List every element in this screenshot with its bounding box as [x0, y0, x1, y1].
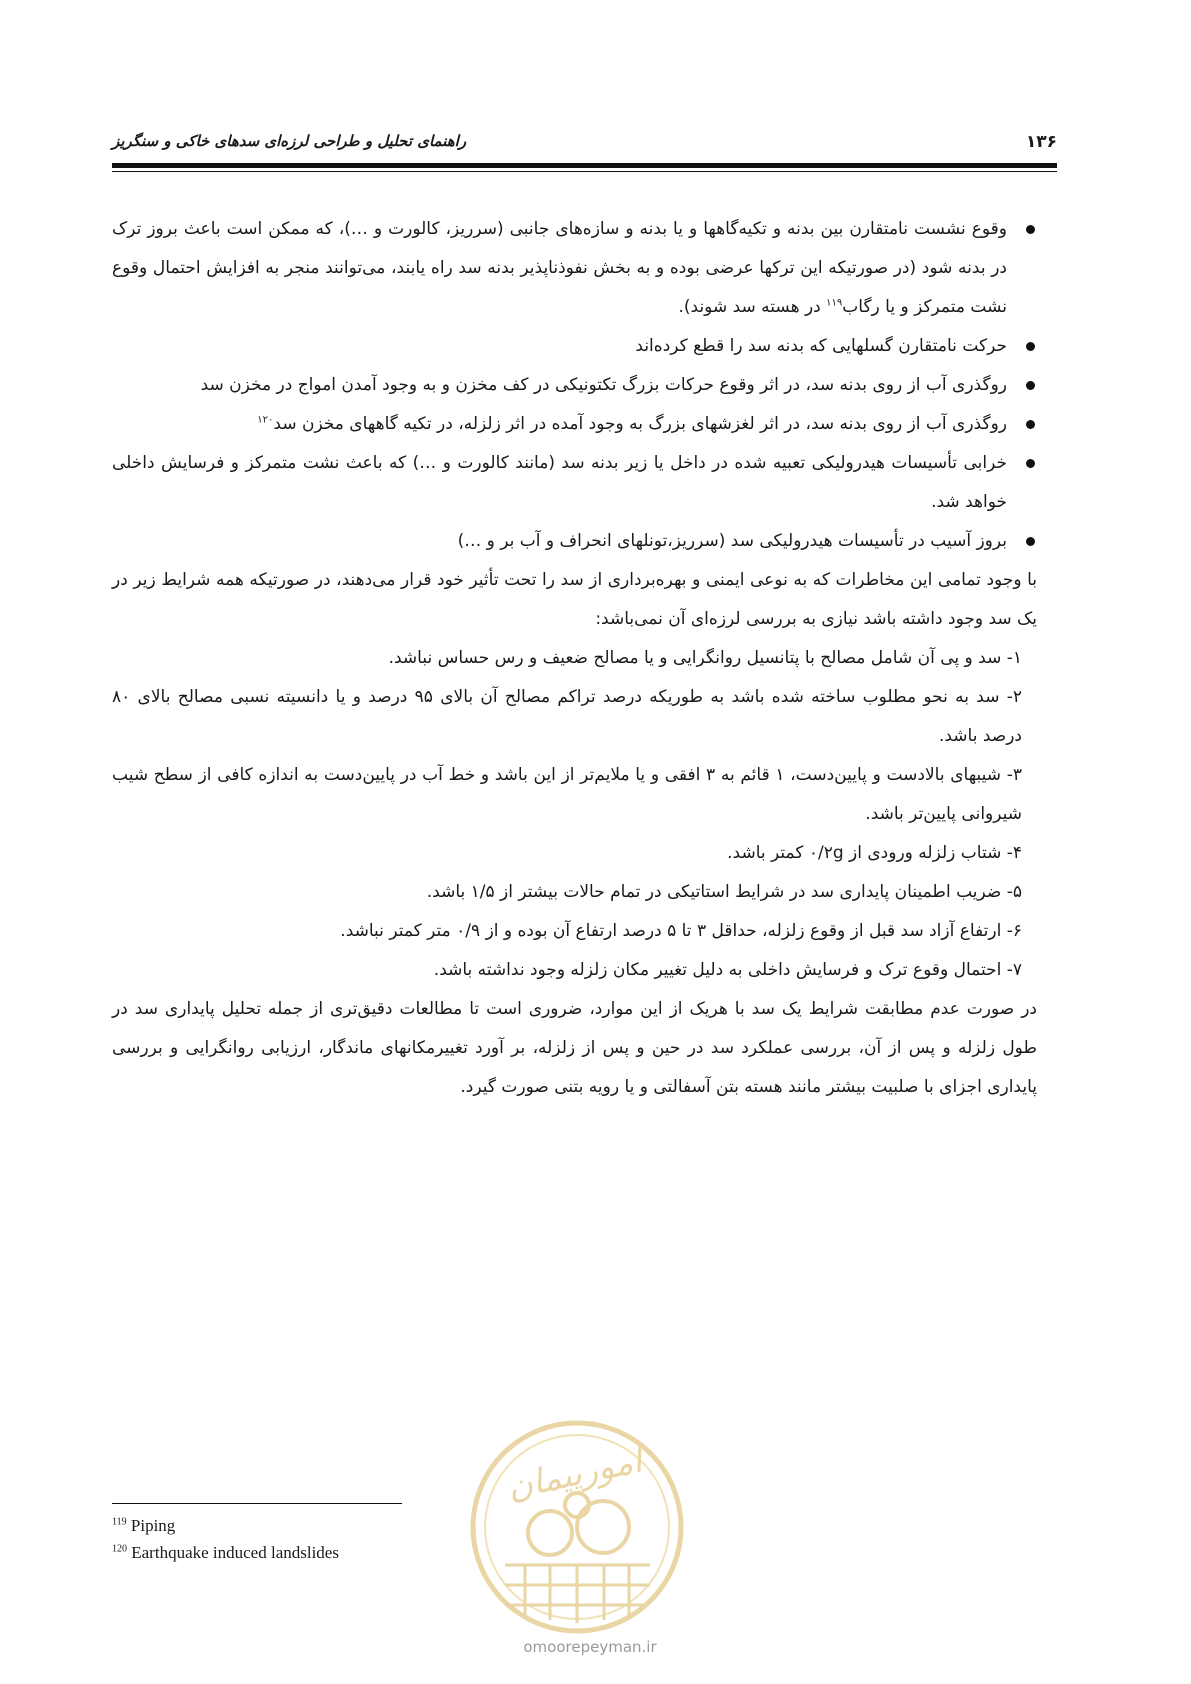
watermark-url: omoorepeyman.ir: [523, 1638, 657, 1656]
footnote-item: $^{120}$ Earthquake induced landslides: [112, 1543, 339, 1562]
watermark-logo: [465, 1415, 690, 1640]
bullet-dot: [1026, 459, 1035, 468]
bullet-item: روگذری آب از روی بدنه سد، در اثر لغزشهای بزرگ به وجود آمده در اثر زلزله، در تکیه گاههای مخزن سد$^{۱۲۰}$: [112, 405, 1037, 444]
footnote-ref: ۱۱۹: [826, 297, 843, 309]
condition-item: ۱- سد و پی آن شامل مصالح با پتانسیل روانگرایی و یا مصالح ضعیف و رس حساس نباشد.: [388, 648, 1022, 668]
condition-item: ۵- ضریب اطمینان پایداری سد در شرایط استاتیکی در تمام حالات بیشتر از ۱/۵ باشد.: [426, 882, 1022, 902]
body-text: [112, 210, 1037, 1107]
bullet-item: وقوع نشست نامتقارن بین بدنه و تکیه‌گاهها و یا بدنه و سازه‌های جانبی (سرریز، کالورت و …)، که ممکن است باعث بروز ترک در بدنه شود (در صورتیکه این ترکها عرضی بوده و به بخش نفوذناپذیر بدنه سد راه یابند، می‌توانند منجر به افزایش احتمال وقوع نشت متمرکز و یا رگاب$^{۱۱۹}$ در هسته سد شوند).: [112, 210, 1037, 327]
bullet-item: بروز آسیب در تأسیسات هیدرولیکی سد (سرریز،تونلهای انحراف و آب بر و …): [112, 522, 1037, 561]
bullet-item: خرابی تأسیسات هیدرولیکی تعبیه شده در داخل یا زیر بدنه سد (مانند کالورت و …) که باعث نشت متمرکز و فرسایش داخلی خواهد شد.: [112, 444, 1037, 522]
bullet-dot: [1026, 381, 1035, 390]
footnotes: [112, 1512, 339, 1566]
running-title: راهنمای تحلیل و طراحی لرزه‌ای سدهای خاکی و سنگریز: [112, 132, 467, 150]
footnote-rule: [112, 1503, 402, 1504]
hazard-bullet-list: [112, 210, 1037, 561]
header-rule-thin: [112, 171, 1057, 172]
conditions-list: [112, 639, 1037, 990]
header-rule-thick: [112, 163, 1057, 168]
condition-item: ۷- احتمال وقوع ترک و فرسایش داخلی به دلیل تغییر مکان زلزله وجود نداشته باشد.: [433, 960, 1022, 980]
page-number: ۱۳۶: [1025, 132, 1057, 152]
condition-item: ۲- سد به نحو مطلوب ساخته شده باشد به طوریکه درصد تراکم مصالح آن بالای ۹۵ درصد و یا دانسیته نسبی مصالح بالای ۸۰ درصد باشد.: [112, 687, 1022, 746]
bullet-dot: [1026, 225, 1035, 234]
bullet-dot: [1026, 420, 1035, 429]
intro-paragraph: با وجود تمامی این مخاطرات که به نوعی ایمنی و بهره‌برداری از سد را تحت تأثیر خود قرار می‌دهند، در صورتیکه همه شرایط زیر در یک سد وجود داشته باشد نیازی به بررسی لرزه‌ای آن نمی‌باشد:: [112, 570, 1037, 629]
footnote-ref: ۱۲۰: [257, 414, 274, 426]
footnote-item: $^{119}$ Piping: [112, 1516, 176, 1535]
page-header: [112, 128, 1057, 158]
bullet-item: روگذری آب از روی بدنه سد، در اثر وقوع حرکات بزرگ تکتونیکی در کف مخزن و به وجود آمدن امواج در مخزن سد: [112, 366, 1037, 405]
svg-text:امورپیمان: امورپیمان: [503, 1440, 646, 1508]
condition-item: ۶- ارتفاع آزاد سد قبل از وقوع زلزله، حداقل ۳ تا ۵ درصد ارتفاع آن بوده و از ۰/۹ متر کمتر نباشد.: [340, 921, 1022, 941]
closing-paragraph: در صورت عدم مطابقت شرایط یک سد با هریک از این موارد، ضروری است تا مطالعات دقیق‌تری از جمله تحلیل پایداری سد در طول زلزله و پس از آن، بررسی عملکرد سد در حین و پس از زلزله، بر آورد تغییرمکانهای ماندگار، ارزیابی روانگرایی و بررسی پایداری اجزای با صلبیت بیشتر مانند هسته بتن آسفالتی و یا رویه بتنی صورت گیرد.: [112, 999, 1037, 1097]
condition-item: ۴- شتاب زلزله ورودی از ۰/۲g کمتر باشد.: [727, 843, 1022, 863]
bullet-dot: [1026, 537, 1035, 546]
bullet-dot: [1026, 342, 1035, 351]
bullet-item: حرکت نامتقارن گسلهایی که بدنه سد را قطع کرده‌اند: [112, 327, 1037, 366]
condition-item: ۳- شیبهای بالادست و پایین‌دست، ۱ قائم به ۳ افقی و یا ملایم‌تر از این باشد و خط آب در پایین‌دست به اندازه کافی از سطح شیب شیروانی پایین‌تر باشد.: [112, 765, 1023, 824]
